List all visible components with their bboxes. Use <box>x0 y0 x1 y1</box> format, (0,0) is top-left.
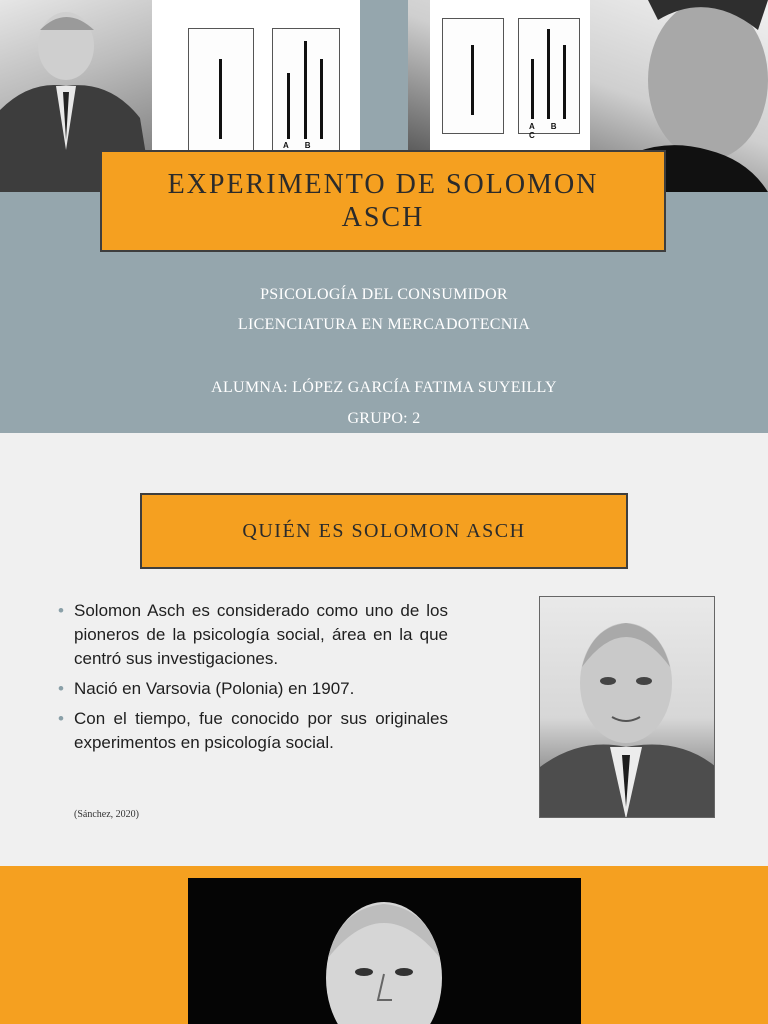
bullet-list <box>58 599 448 761</box>
heading-box <box>140 493 628 569</box>
course-name: PSICOLOGÍA DEL CONSUMIDOR <box>260 286 508 303</box>
student-name: ALUMNA: LÓPEZ GARCÍA FATIMA SUYEILLY <box>211 379 557 396</box>
comparison-lines-card-2 <box>518 18 580 140</box>
page-title: EXPERIMENTO DE SOLOMON ASCH <box>167 169 599 233</box>
who-is-asch-slide <box>0 433 768 866</box>
bullet-item: • Con el tiempo, fue conocido por sus originales experimentos en psicología social. <box>58 707 448 755</box>
asch-sketch-portrait <box>188 878 581 1024</box>
degree-name: LICENCIATURA EN MERCADOTECNIA <box>237 316 531 333</box>
citation: (Sánchez, 2020) <box>74 809 139 820</box>
bullet-item: • Solomon Asch es considerado como uno de los pioneros de la psicología social, área en la que centró sus investigaciones. <box>58 599 448 671</box>
section-heading: QUIÉN ES SOLOMON ASCH <box>242 519 526 542</box>
asch-portrait <box>539 596 715 818</box>
abc-labels-2: A B C <box>529 122 564 140</box>
reference-line-card <box>188 28 254 152</box>
line-cards-area-2 <box>430 0 590 150</box>
reference-line-card-2 <box>442 18 504 134</box>
asch-dark-portrait <box>188 878 581 1024</box>
comparison-lines-card <box>272 28 340 152</box>
abc-labels: A B <box>283 141 318 150</box>
title-box <box>100 150 666 252</box>
title-slide <box>0 0 768 433</box>
asch-portrait-drawing <box>540 597 715 818</box>
third-slide <box>0 866 768 1024</box>
bullet-item: • Nació en Varsovia (Polonia) en 1907. <box>58 677 448 701</box>
group-number: GRUPO: 2 <box>347 410 421 427</box>
